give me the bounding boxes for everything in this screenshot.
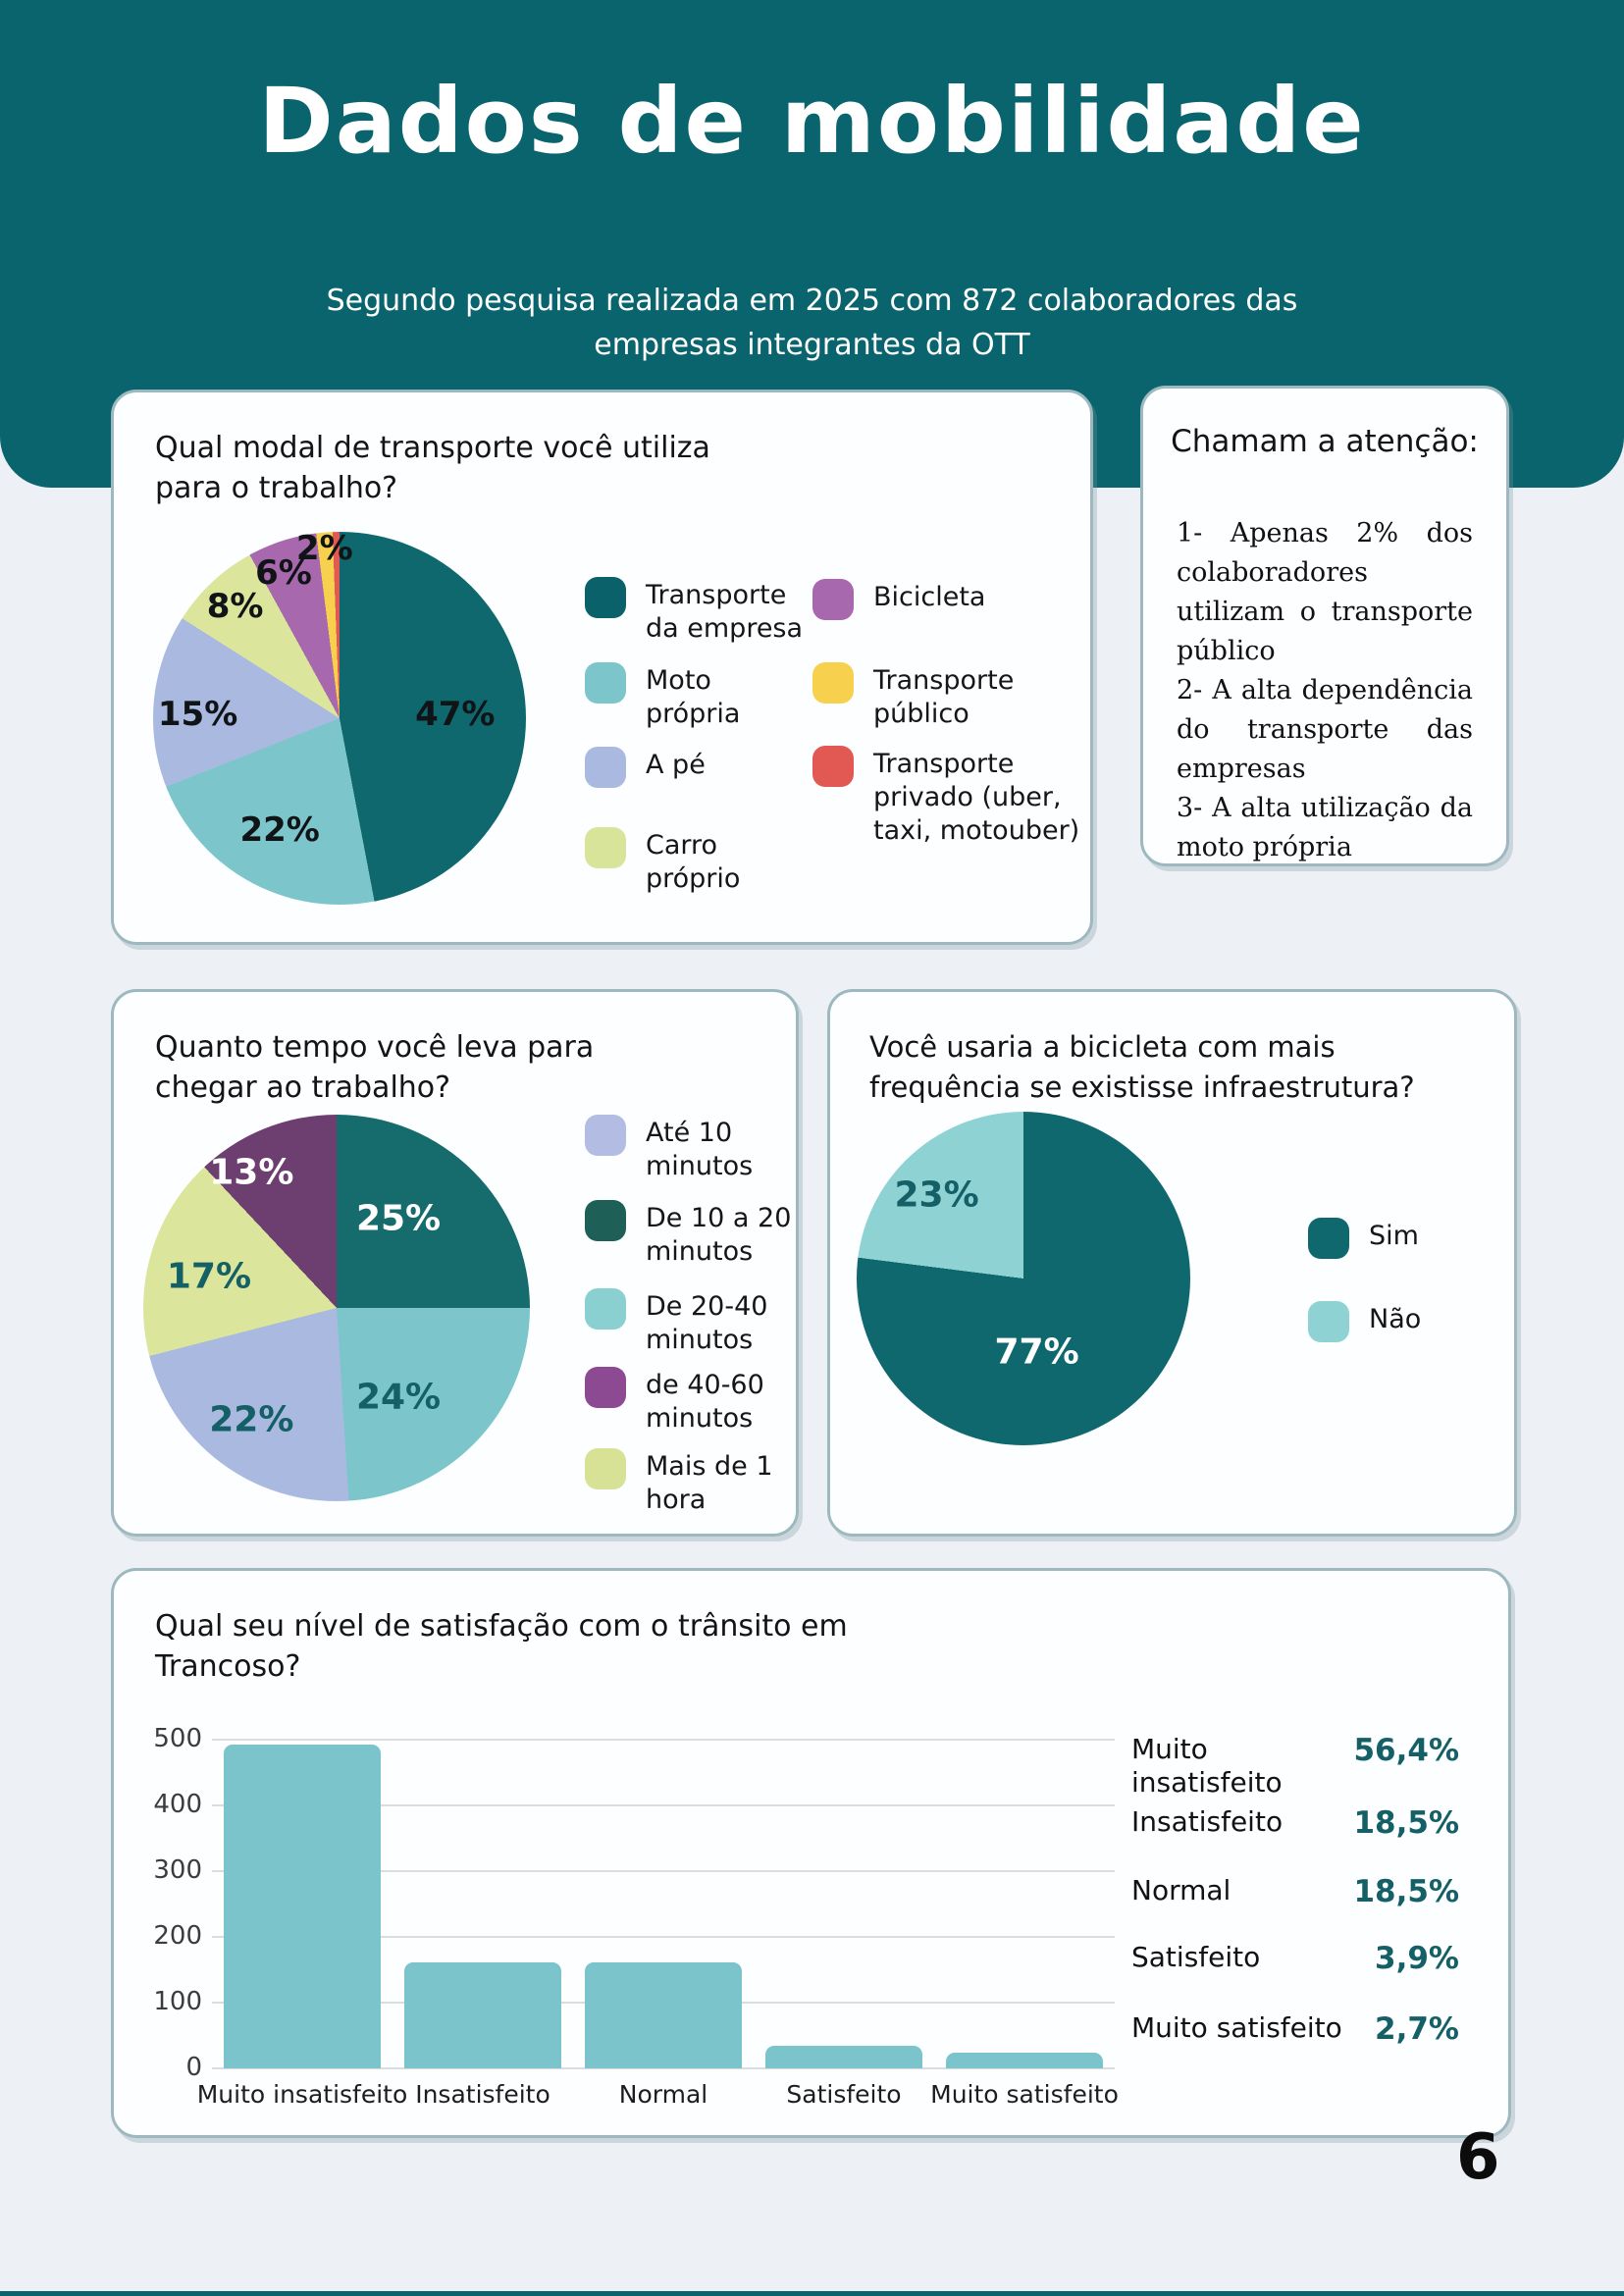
highlight-item: 3- A alta utilização da moto própria [1177, 793, 1473, 862]
pie-slice-label: 15% [157, 695, 238, 735]
bike-frequency-title: Você usaria a bicicleta com mais frequência se existisse infraestrutura? [869, 1030, 1415, 1104]
legend-swatch [585, 747, 626, 788]
page-subtitle [0, 279, 1624, 367]
summary-value: 18,5% [1353, 1874, 1459, 1909]
summary-label: Normal [1131, 1874, 1231, 1906]
pie-slice-label: 22% [209, 1399, 294, 1440]
y-axis-tick: 100 [153, 1987, 202, 2016]
legend-item [585, 662, 811, 731]
x-axis-label: Muito insatisfeito [196, 2080, 408, 2109]
commute-time-title: Quanto tempo você leva para chegar ao trabalho? [155, 1030, 595, 1105]
card-transport-modal [111, 390, 1093, 945]
legend-label: Transporte privado (uber, taxi, motouber) [873, 749, 1080, 846]
legend-swatch [585, 1288, 626, 1330]
legend-item [585, 1448, 793, 1517]
legend-swatch [585, 577, 626, 618]
highlights-title: Chamam a atenção: [1171, 424, 1479, 459]
bar [946, 2053, 1103, 2068]
legend-item [585, 1288, 793, 1357]
legend-swatch [585, 1200, 626, 1241]
pie-slice-label: 23% [894, 1174, 979, 1216]
summary-value: 18,5% [1353, 1805, 1459, 1841]
bar [585, 1962, 742, 2068]
legend-swatch [1308, 1218, 1349, 1259]
legend-label: Mais de 1 hora [646, 1451, 773, 1515]
bike-frequency-pie-chart [857, 1112, 1190, 1445]
pie-slice-label: 8% [206, 587, 264, 626]
legend-swatch [585, 662, 626, 704]
legend-item [812, 662, 1087, 731]
page-number: 6 [1456, 2121, 1500, 2194]
legend-item [585, 577, 811, 646]
highlight-item: 2- A alta dependência do transporte das empresas [1177, 675, 1473, 784]
legend-item [585, 1115, 793, 1183]
legend-swatch [585, 827, 626, 868]
pie-slice-label: 47% [415, 695, 496, 735]
card-highlights [1140, 386, 1509, 866]
summary-label: Satisfeito [1131, 1941, 1261, 1973]
x-axis-label: Satisfeito [786, 2080, 902, 2109]
x-axis-label: Normal [618, 2080, 708, 2109]
highlight-item: 1- Apenas 2% dos colaboradores utilizam o transporte público [1177, 518, 1473, 666]
legend-item [1308, 1301, 1496, 1342]
legend-label: Até 10 minutos [646, 1118, 754, 1181]
pie-slice-label: 77% [994, 1331, 1079, 1373]
pie-slice-label: 22% [239, 810, 320, 850]
summary-label: Muito insatisfeito [1131, 1733, 1283, 1799]
bar [765, 2046, 922, 2068]
legend-label: de 40-60 minutos [646, 1370, 764, 1434]
legend-item [585, 747, 811, 788]
gridline [212, 1739, 1115, 1741]
highlights-body [1177, 514, 1473, 867]
traffic-satisfaction-summary [1131, 1733, 1459, 2066]
pie-slice-label: 13% [209, 1152, 294, 1193]
legend-item [585, 1200, 793, 1269]
legend-label: Moto própria [646, 665, 741, 729]
legend-swatch [585, 1367, 626, 1408]
page-subtitle-line1: Segundo pesquisa realizada em 2025 com 872 colaboradores das [326, 284, 1298, 318]
summary-label: Insatisfeito [1131, 1805, 1283, 1838]
legend-label: Transporte da empresa [646, 580, 804, 644]
legend-swatch [1308, 1301, 1349, 1342]
card-commute-time [111, 989, 799, 1537]
page-title: Dados de mobilidade [258, 69, 1366, 174]
legend-label: Transporte público [873, 665, 1015, 729]
bar [404, 1962, 561, 2068]
legend-swatch [812, 662, 854, 704]
legend-label: A pé [646, 750, 706, 780]
legend-label: De 10 a 20 minutos [646, 1203, 792, 1267]
legend-label: Carro próprio [646, 830, 741, 894]
legend-label: Não [1369, 1304, 1422, 1334]
pie-slice-label: 24% [355, 1377, 442, 1418]
pie-slice-label: 17% [166, 1256, 252, 1297]
pie-slice-label: 25% [355, 1198, 442, 1239]
bar [224, 1745, 381, 2068]
x-axis-label: Insatisfeito [415, 2080, 550, 2109]
bottom-accent-strip [0, 2291, 1624, 2296]
legend-item [585, 1367, 793, 1435]
legend-swatch [812, 746, 854, 787]
legend-label: Sim [1369, 1221, 1419, 1251]
legend-swatch [585, 1115, 626, 1156]
y-axis-tick: 400 [153, 1790, 202, 1819]
legend-item [585, 827, 811, 896]
legend-label: Bicicleta [873, 582, 986, 612]
y-axis-tick: 500 [153, 1724, 202, 1753]
legend-swatch [585, 1448, 626, 1489]
summary-label: Muito satisfeito [1131, 2011, 1342, 2044]
y-axis-tick: 200 [153, 1921, 202, 1951]
transport-modal-title: Qual modal de transporte você utiliza para o trabalho? [155, 431, 710, 505]
transport-modal-pie-chart [153, 529, 526, 905]
commute-time-pie-chart [143, 1115, 530, 1501]
x-axis-label: Muito satisfeito [930, 2080, 1119, 2109]
traffic-satisfaction-title: Qual seu nível de satisfação com o trânsito em Trancoso? [155, 1609, 848, 1684]
legend-swatch [812, 579, 854, 620]
summary-value: 56,4% [1353, 1733, 1459, 1768]
legend-label: De 20-40 minutos [646, 1291, 768, 1355]
card-bike-frequency [827, 989, 1517, 1537]
y-axis-tick: 0 [185, 2053, 202, 2082]
y-axis-tick: 300 [153, 1855, 202, 1885]
summary-value: 3,9% [1375, 1941, 1459, 1976]
page-subtitle-line2: empresas integrantes da OTT [594, 328, 1030, 362]
pie-slice-label: 2% [295, 529, 353, 569]
summary-value: 2,7% [1375, 2011, 1459, 2047]
card-traffic-satisfaction [111, 1568, 1511, 2138]
legend-item [1308, 1218, 1496, 1259]
legend-item [812, 746, 1087, 848]
legend-item [812, 579, 1087, 620]
pie-slice-label: 6% [255, 552, 312, 593]
